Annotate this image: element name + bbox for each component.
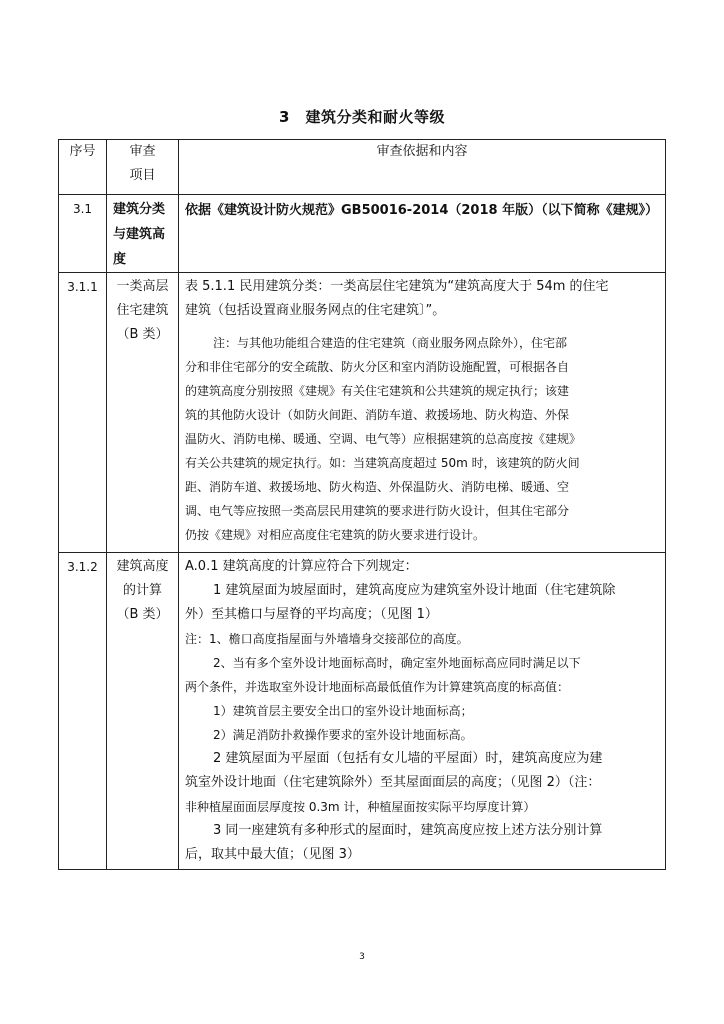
row-item: 建筑分类 与建筑高 度: [107, 195, 179, 273]
table-row: [59, 195, 666, 273]
row-no: 3.1: [59, 195, 107, 273]
page-number: 3: [359, 952, 365, 962]
row-item: 建筑高度 的计算 （B 类）: [107, 553, 179, 870]
header-content: 审查依据和内容: [179, 140, 666, 195]
row-no: 3.1.2: [59, 553, 107, 870]
table-row: [59, 273, 666, 553]
row-item: 一类高层 住宅建筑 （B 类）: [107, 273, 179, 553]
row-no: 3.1.1: [59, 273, 107, 553]
header-no: 序号: [59, 140, 107, 195]
section-title: 3 建筑分类和耐火等级: [279, 108, 445, 126]
row-content: 依据《建筑设计防火规范》GB50016-2014（2018 年版）（以下简称《建规》）: [179, 195, 666, 273]
row-content: 表 5.1.1 民用建筑分类：一类高层住宅建筑为“建筑高度大于 54m 的住宅 建筑（包括设置商业服务网点的住宅建筑〕”。 注：与其他功能组合建造的住宅建筑（商业服务网点除外），住宅部 分和非住宅部分的安全疏散、防火分区和室内消防设施配置，可根据各自 的建筑高度分别按照《建规》有关住宅建筑和公共建筑的规定执行；该建 筑的其他防火设计（如防火间距、消防车道、救援场地、防火构造、外保 温防火、消防电梯、暖通、空调、电气等）应根据建筑的总高度按《建规》 有关公共建筑的规定执行。如：当建筑高度超过 50m 时，该建筑的防火间 距、消防车道、救援场地、防火构造、外保温防火、消防电梯、暖通、空 调、电气等应按照一类高层民用建筑的要求进行防火设计，但其住宅部分 仍按《建规》对相应高度住宅建筑的防火要求进行设计。: [179, 273, 666, 553]
header-item: 审查 项目: [107, 140, 179, 195]
row-content: A.0.1 建筑高度的计算应符合下列规定： 1 建筑屋面为坡屋面时，建筑高度应为建筑室外设计地面（住宅建筑除 外）至其檐口与屋脊的平均高度；（见图 1） 注：1、檐口高度指屋面与外墙墙身交接部位的高度。 2、当有多个室外设计地面标高时，确定室外地面标高应同时满足以下 两个条件，并选取室外设计地面标高最低值作为计算建筑高度的标高值： 1）建筑首层主要安全出口的室外设计地面标高； 2）满足消防扑救操作要求的室外设计地面标高。 2 建筑屋面为平屋面（包括有女儿墙的平屋面）时，建筑高度应为建 筑室外设计地面（住宅建筑除外）至其屋面面层的高度；（见图 2）（注： 非种植屋面面层厚度按 0.3m 计，种植屋面按实际平均厚度计算） 3 同一座建筑有多种形式的屋面时，建筑高度应按上述方法分别计算 后，取其中最大值；（见图 3）: [179, 553, 666, 870]
table-header-row: [59, 140, 666, 195]
table-row: [59, 553, 666, 870]
review-table: [58, 139, 666, 870]
